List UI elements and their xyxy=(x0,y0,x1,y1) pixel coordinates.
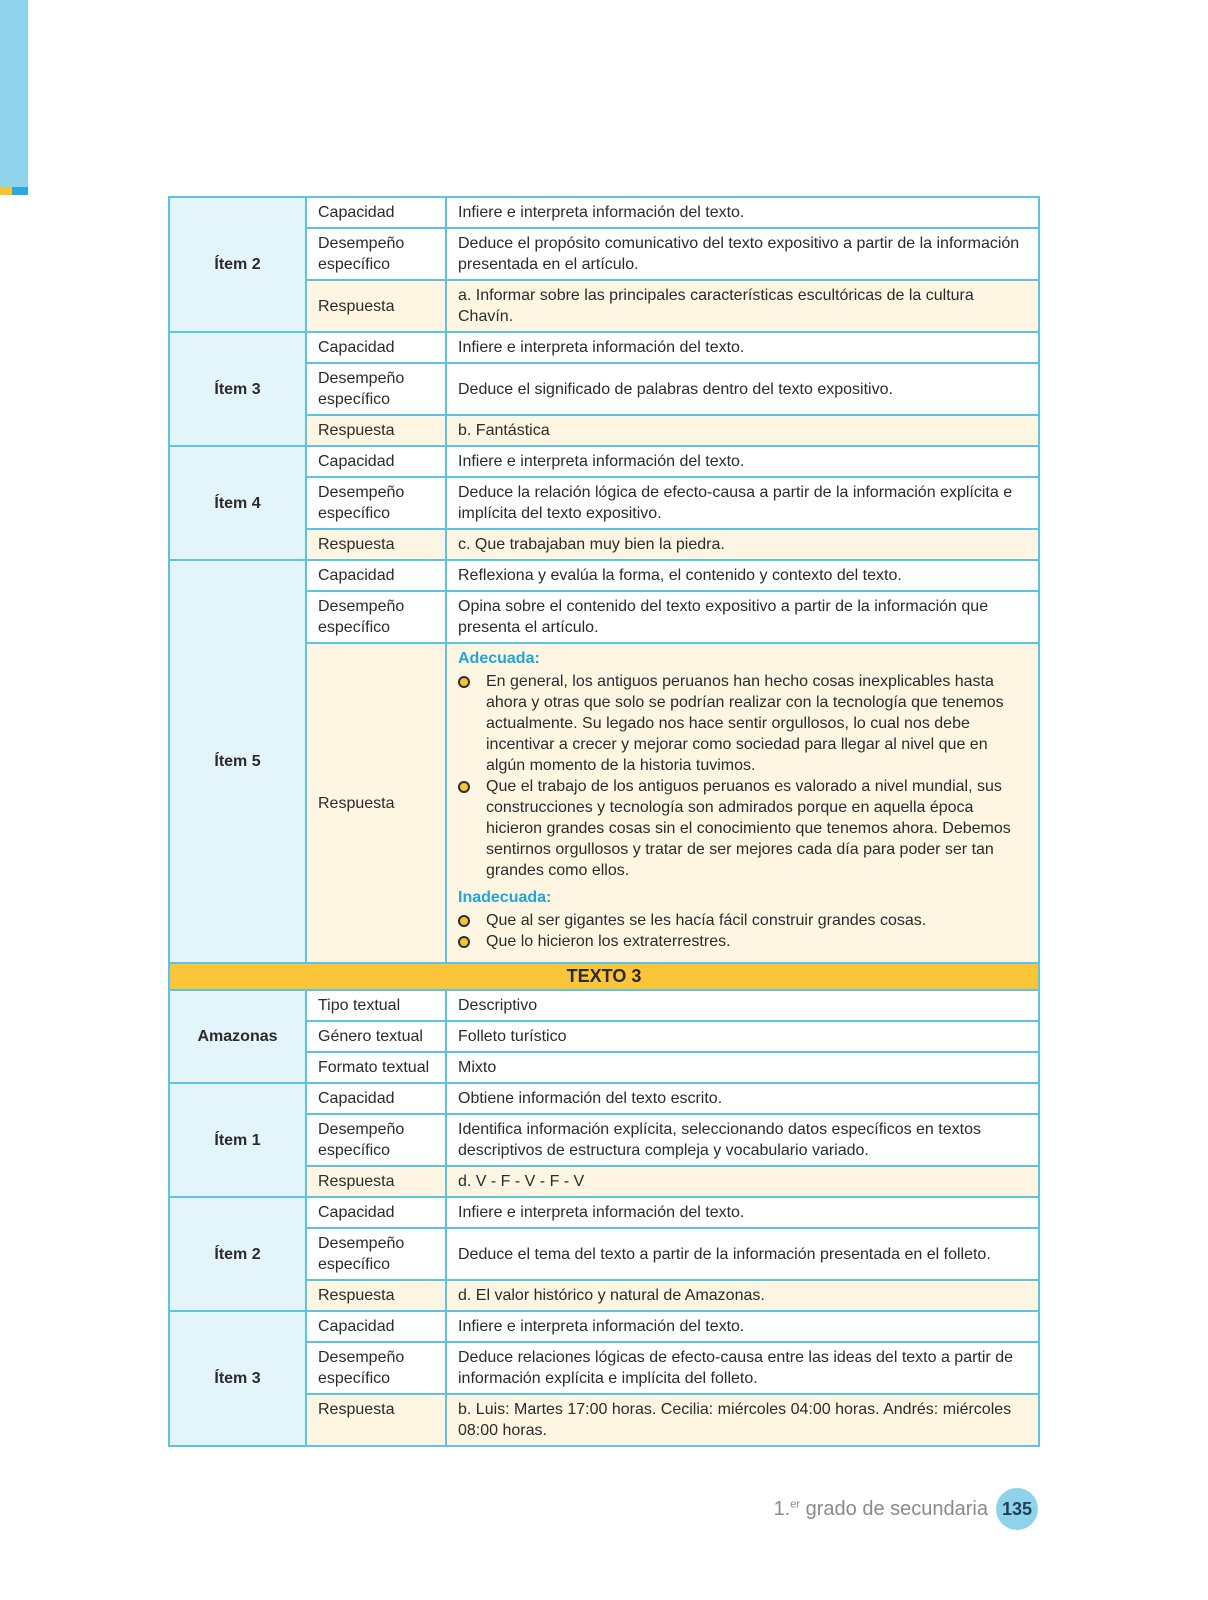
row-value: Deduce el tema del texto a partir de la información presentada en el folleto. xyxy=(446,1228,1039,1280)
bullet-icon xyxy=(458,676,470,688)
row-label: Respuesta xyxy=(306,529,446,560)
row-value: Deduce el propósito comunicativo del texto expositivo a partir de la información presentada en el artículo. xyxy=(446,228,1039,280)
row-label: Tipo textual xyxy=(306,990,446,1021)
side-accent-yellow xyxy=(0,187,12,195)
answer-value xyxy=(446,643,1039,963)
row-value: Infiere e interpreta información del texto. xyxy=(446,446,1039,477)
adequate-heading: Adecuada: xyxy=(458,650,540,667)
table-row xyxy=(169,990,1039,1021)
row-label: Formato textual xyxy=(306,1052,446,1083)
row-value: Deduce el significado de palabras dentro del texto expositivo. xyxy=(446,363,1039,415)
list-item: Que lo hicieron los extraterrestres. xyxy=(458,931,1027,952)
row-label: Respuesta xyxy=(306,1394,446,1446)
row-value: Obtiene información del texto escrito. xyxy=(446,1083,1039,1114)
list-item: En general, los antiguos peruanos han hecho cosas inexplicables hasta ahora y otras que solo se podrían realizar con la tecnología que tenemos actualmente. Su legado nos hace sentir orgullosos, lo cual nos debe incentivar a crecer y mejorar como sociedad para llegar al nivel que en algún momento de la historia tuvimos. xyxy=(458,671,1027,776)
row-label: Capacidad xyxy=(306,1197,446,1228)
row-value: Reflexiona y evalúa la forma, el contenido y contexto del texto. xyxy=(446,560,1039,591)
section-title: TEXTO 3 xyxy=(169,963,1039,990)
adequate-list xyxy=(458,671,1027,881)
item-label: Ítem 3 xyxy=(169,332,306,446)
row-label: Respuesta xyxy=(306,1280,446,1311)
table-row xyxy=(169,1311,1039,1342)
table-row xyxy=(169,560,1039,591)
row-label: Desempeño específico xyxy=(306,591,446,643)
item-label: Ítem 5 xyxy=(169,560,306,963)
table-row xyxy=(169,446,1039,477)
answer-value: d. V - F - V - F - V xyxy=(446,1166,1039,1197)
page-number: 135 xyxy=(996,1488,1038,1530)
grade-label: 1.$^{er}$ grado de secundaria xyxy=(773,1497,988,1520)
row-value: Deduce la relación lógica de efecto-causa a partir de la información explícita e implícita del texto expositivo. xyxy=(446,477,1039,529)
bullet-icon xyxy=(458,781,470,793)
row-label: Género textual xyxy=(306,1021,446,1052)
table-row xyxy=(169,1083,1039,1114)
row-label: Respuesta xyxy=(306,1166,446,1197)
item-label: Ítem 2 xyxy=(169,197,306,332)
bullet-icon xyxy=(458,936,470,948)
answer-value: b. Luis: Martes 17:00 horas. Cecilia: miércoles 04:00 horas. Andrés: miércoles 08:00 horas. xyxy=(446,1394,1039,1446)
row-value: Opina sobre el contenido del texto expositivo a partir de la información que presenta el artículo. xyxy=(446,591,1039,643)
answer-value: c. Que trabajaban muy bien la piedra. xyxy=(446,529,1039,560)
row-label: Desempeño específico xyxy=(306,228,446,280)
row-value: Infiere e interpreta información del texto. xyxy=(446,1311,1039,1342)
row-value: Infiere e interpreta información del texto. xyxy=(446,332,1039,363)
row-label: Respuesta xyxy=(306,280,446,332)
answer-value: b. Fantástica xyxy=(446,415,1039,446)
row-value: Identifica información explícita, seleccionando datos específicos en textos descriptivos de estructura compleja y vocabulario variado. xyxy=(446,1114,1039,1166)
list-item: Que el trabajo de los antiguos peruanos es valorado a nivel mundial, sus construcciones y tecnología son admirados porque en aquella época hicieron grandes cosas sin el conocimiento que tenemos ahora. Debemos sentirnos orgullosos y tratar de ser mejores cada día para poder ser tan grandes como ellos. xyxy=(458,776,1027,881)
row-label: Capacidad xyxy=(306,1083,446,1114)
row-value: Descriptivo xyxy=(446,990,1039,1021)
item-label: Amazonas xyxy=(169,990,306,1083)
row-label: Capacidad xyxy=(306,1311,446,1342)
row-value: Infiere e interpreta información del texto. xyxy=(446,197,1039,228)
item-label: Ítem 3 xyxy=(169,1311,306,1446)
side-accent-blue xyxy=(12,187,28,195)
row-label: Desempeño específico xyxy=(306,477,446,529)
row-label: Capacidad xyxy=(306,446,446,477)
row-label: Desempeño específico xyxy=(306,1114,446,1166)
list-item: Que al ser gigantes se les hacía fácil construir grandes cosas. xyxy=(458,910,1027,931)
inadequate-list xyxy=(458,910,1027,952)
inadequate-heading: Inadecuada: xyxy=(458,889,552,906)
page-footer xyxy=(774,1488,1038,1530)
side-color-band xyxy=(0,0,28,187)
answer-value: d. El valor histórico y natural de Amazonas. xyxy=(446,1280,1039,1311)
row-label: Capacidad xyxy=(306,197,446,228)
item-label: Ítem 2 xyxy=(169,1197,306,1311)
row-value: Mixto xyxy=(446,1052,1039,1083)
answer-value: a. Informar sobre las principales características escultóricas de la cultura Chavín. xyxy=(446,280,1039,332)
table-row xyxy=(169,332,1039,363)
section-banner xyxy=(169,963,1039,990)
row-value: Folleto turístico xyxy=(446,1021,1039,1052)
row-label: Desempeño específico xyxy=(306,363,446,415)
table-row xyxy=(169,1197,1039,1228)
table-row xyxy=(169,197,1039,228)
bullet-icon xyxy=(458,915,470,927)
item-label: Ítem 4 xyxy=(169,446,306,560)
item-label: Ítem 1 xyxy=(169,1083,306,1197)
row-label: Desempeño específico xyxy=(306,1228,446,1280)
row-value: Infiere e interpreta información del texto. xyxy=(446,1197,1039,1228)
row-value: Deduce relaciones lógicas de efecto-causa entre las ideas del texto a partir de información explícita e implícita del folleto. xyxy=(446,1342,1039,1394)
row-label: Respuesta xyxy=(306,415,446,446)
row-label: Respuesta xyxy=(306,643,446,963)
row-label: Capacidad xyxy=(306,560,446,591)
answer-key-table xyxy=(168,196,1040,1447)
row-label: Desempeño específico xyxy=(306,1342,446,1394)
row-label: Capacidad xyxy=(306,332,446,363)
